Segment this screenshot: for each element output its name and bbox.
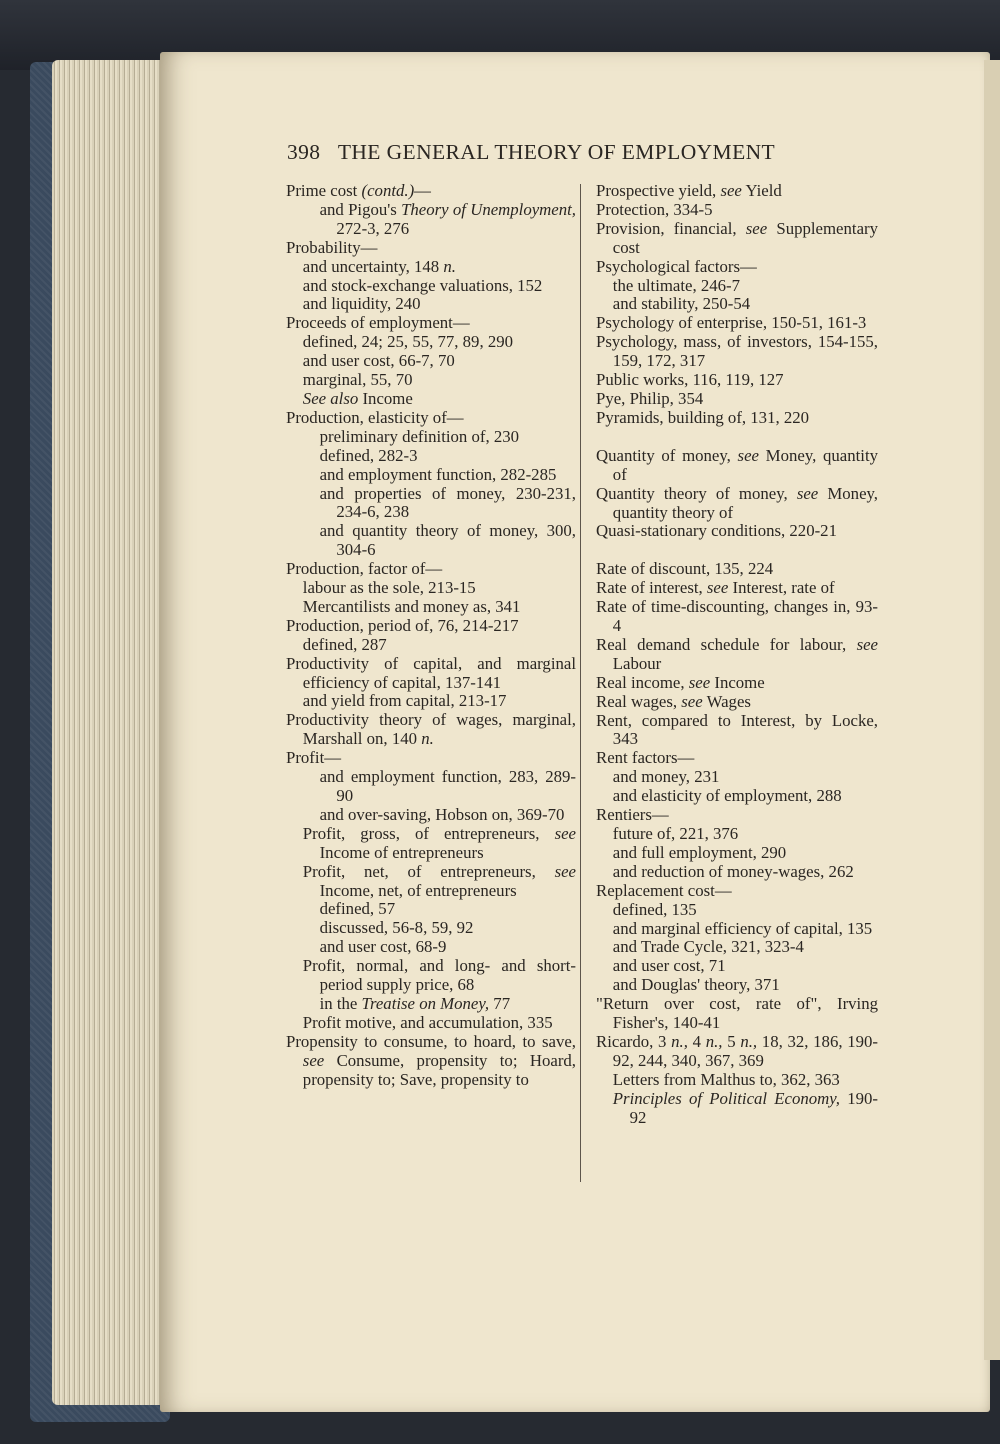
index-entry: [286, 295, 576, 314]
entry-text: Income, net, of entrepreneurs: [319, 880, 517, 900]
entry-text: n.,: [671, 1031, 688, 1051]
entry-text: "Return over cost, rate of", Irving Fisher's, 140-41: [596, 994, 878, 1033]
column-divider: [580, 184, 581, 1182]
entry-text: Probability—: [286, 237, 378, 257]
entry-text: Profit, net, of entrepreneurs,: [302, 861, 555, 881]
page-edges: [52, 60, 172, 1405]
index-entry: [596, 522, 878, 541]
index-entry: [596, 712, 878, 750]
entry-text: Production, factor of—: [286, 559, 443, 579]
entry-text: Pye, Philip, 354: [596, 388, 704, 408]
index-entry: [286, 277, 576, 296]
entry-text: and stock-exchange valuations, 152: [302, 275, 543, 295]
entry-text: Rate of discount, 135, 224: [596, 559, 774, 579]
entry-text: Money, quantity theory of: [612, 483, 879, 522]
entry-text: see: [796, 483, 819, 503]
index-entry: [596, 901, 878, 920]
entry-text: see: [706, 578, 729, 598]
entry-text: and marginal efficiency of capital, 135: [612, 918, 873, 938]
index-entry: [286, 957, 576, 995]
entry-text: see: [737, 445, 759, 465]
section-gap: [596, 541, 878, 560]
entry-text: Profit, gross, of entrepreneurs,: [302, 823, 555, 843]
entry-text: Production, period of, 76, 214-217: [286, 615, 519, 635]
index-entry: [286, 636, 576, 655]
index-entry: [596, 560, 878, 579]
entry-text: see: [856, 634, 878, 654]
entry-text: Principles of Political Economy,: [612, 1088, 840, 1108]
entry-text: Interest, rate of: [728, 578, 835, 598]
index-entry: [596, 768, 878, 787]
entry-text: Quantity theory of money,: [596, 483, 797, 503]
entry-text: Profit, normal, and long- and short-period supply price, 68: [302, 956, 576, 995]
index-entry: [286, 182, 576, 201]
entry-text: and user cost, 71: [612, 956, 726, 976]
entry-text: Ricardo, 3: [596, 1031, 672, 1051]
entry-text: see: [554, 823, 576, 843]
entry-text: and properties of money, 230-231, 234-6, 238: [319, 483, 576, 522]
entry-text: defined, 135: [612, 899, 697, 919]
entry-text: in the: [319, 993, 362, 1013]
index-entry: [286, 768, 576, 806]
entry-text: and quantity theory of money, 300, 304-6: [319, 521, 576, 560]
entry-text: 18, 32, 186, 190-92, 244, 340, 367, 369: [612, 1031, 878, 1070]
entry-text: Mercantilists and money as, 341: [302, 596, 521, 616]
index-entry: [286, 919, 576, 938]
entry-text: see: [745, 218, 768, 238]
entry-text: and user cost, 68-9: [319, 937, 447, 957]
index-entry: [596, 863, 878, 882]
index-entry: [286, 428, 576, 447]
entry-text: and yield from capital, 213-17: [302, 691, 507, 711]
index-entry: [286, 485, 576, 523]
entry-text: n.,: [740, 1031, 758, 1051]
index-entry: [596, 409, 878, 428]
index-entry: [286, 1033, 576, 1090]
entry-text: Profit—: [286, 748, 342, 768]
index-entry: [286, 711, 576, 749]
entry-text: Rent factors—: [596, 748, 695, 768]
index-entry: [596, 1090, 878, 1128]
index-entry: [596, 938, 878, 957]
index-entry: [286, 863, 576, 901]
index-entry: [596, 598, 878, 636]
entry-text: Quantity of money,: [596, 445, 738, 465]
entry-text: Production, elasticity of—: [286, 407, 464, 427]
index-entry: [286, 371, 576, 390]
entry-text: and liquidity, 240: [302, 294, 421, 314]
entry-text: Proceeds of employment—: [286, 313, 470, 333]
index-entry: [596, 844, 878, 863]
entry-text: Supplementary cost: [612, 218, 878, 257]
entry-text: Income: [358, 388, 413, 408]
index-entry: [286, 749, 576, 768]
index-entry: [596, 957, 878, 976]
entry-text: and full employment, 290: [612, 842, 787, 862]
running-head: THE GENERAL THEORY OF EMPLOYMENT: [337, 140, 776, 164]
entry-text: Psychology of enterprise, 150-51, 161-3: [596, 313, 867, 333]
entry-text: Real wages,: [596, 691, 682, 711]
entry-text: 5: [722, 1031, 741, 1051]
entry-text: —: [414, 181, 431, 200]
entry-text: and Pigou's: [319, 199, 402, 219]
index-entry: [286, 938, 576, 957]
entry-text: Pyramids, building of, 131, 220: [596, 407, 810, 427]
entry-text: n.: [443, 256, 456, 276]
facing-page-edge: [984, 60, 1000, 1360]
index-entry: [286, 258, 576, 277]
entry-text: and uncertainty, 148: [302, 256, 444, 276]
entry-text: Prime cost: [286, 181, 362, 200]
entry-text: and employment function, 282-285: [319, 464, 557, 484]
index-entry: [286, 333, 576, 352]
index-entry: [596, 1071, 878, 1090]
index-entry: [286, 314, 576, 333]
entry-text: Prospective yield,: [596, 181, 721, 200]
index-entry: [596, 295, 878, 314]
entry-text: Productivity of capital, and marginal efficiency of capital, 137-141: [286, 653, 576, 692]
entry-text: Psychological factors—: [596, 256, 757, 276]
entry-text: defined, 282-3: [319, 445, 418, 465]
index-column-left: [286, 182, 576, 1090]
index-entry: [286, 617, 576, 636]
index-entry: [286, 825, 576, 863]
index-entry: [286, 239, 576, 258]
entry-text: Protection, 334-5: [596, 199, 713, 219]
index-entry: [286, 995, 576, 1014]
entry-text: and user cost, 66-7, 70: [302, 351, 455, 371]
entry-text: Consume, propensity to; Hoard, propensity to; Save, propensity to: [302, 1050, 576, 1089]
index-entry: [596, 579, 878, 598]
index-entry: [286, 692, 576, 711]
entry-text: see: [302, 1050, 325, 1070]
index-entry: [286, 1014, 576, 1033]
entry-text: 272-3, 276: [336, 218, 410, 238]
index-entry: [286, 390, 576, 409]
index-entry: [596, 995, 878, 1033]
index-entry: [596, 882, 878, 901]
entry-text: Provision, financial,: [596, 218, 746, 238]
entry-text: future of, 221, 376: [612, 824, 739, 843]
entry-text: and reduction of money-wages, 262: [612, 861, 854, 881]
entry-text: Rent, compared to Interest, by Locke, 343: [596, 710, 878, 749]
entry-text: 190-92: [629, 1088, 878, 1127]
entry-text: see: [554, 861, 576, 881]
index-entry: [596, 636, 878, 674]
entry-text: Rentiers—: [596, 805, 669, 825]
entry-text: marginal, 55, 70: [302, 370, 413, 390]
entry-text: and over-saving, Hobson on, 369-70: [319, 804, 565, 824]
index-entry: [286, 447, 576, 466]
index-entry: [286, 352, 576, 371]
entry-text: Rate of time-discounting, changes in, 93-4: [596, 597, 878, 636]
entry-text: (contd.): [361, 181, 415, 200]
index-entry: [596, 447, 878, 485]
entry-text: Theory of Unemployment,: [401, 199, 576, 219]
entry-text: n.,: [705, 1031, 723, 1051]
entry-text: and employment function, 283, 289-90: [319, 767, 576, 805]
index-entry: [286, 598, 576, 617]
index-entry: [596, 371, 878, 390]
entry-text: and Trade Cycle, 321, 323-4: [612, 937, 804, 957]
entry-text: Treatise on Money,: [361, 993, 490, 1013]
page-number: 398: [287, 140, 321, 164]
index-entry: [596, 333, 878, 371]
entry-text: Profit motive, and accumulation, 335: [302, 1012, 553, 1032]
entry-text: 77: [489, 993, 511, 1013]
entry-text: Real income,: [596, 672, 689, 692]
index-entry: [286, 560, 576, 579]
entry-text: and money, 231: [612, 767, 720, 787]
section-gap: [596, 428, 878, 447]
index-entry: [286, 201, 576, 239]
entry-text: defined, 287: [302, 634, 387, 654]
entry-text: discussed, 56-8, 59, 92: [319, 918, 474, 938]
index-column-right: [596, 182, 878, 1128]
entry-text: preliminary definition of, 230: [319, 426, 520, 446]
entry-text: and Douglas' theory, 371: [612, 975, 780, 995]
entry-text: Productivity theory of wages, marginal, Marshall on, 140: [286, 710, 576, 749]
index-entry: [596, 1033, 878, 1071]
index-entry: [596, 976, 878, 995]
entry-text: Public works, 116, 119, 127: [596, 370, 784, 390]
index-entry: [286, 806, 576, 825]
index-entry: [596, 787, 878, 806]
entry-text: n.: [421, 729, 434, 749]
entry-text: Real demand schedule for labour,: [596, 634, 857, 654]
entry-text: Money, quantity of: [612, 445, 878, 484]
index-entry: [286, 900, 576, 919]
entry-text: Income of entrepreneurs: [319, 842, 484, 862]
entry-text: and stability, 250-54: [612, 294, 751, 314]
entry-text: see: [681, 691, 703, 711]
index-entry: [596, 825, 878, 844]
entry-text: Yield: [741, 181, 782, 200]
index-entry: [596, 693, 878, 712]
index-entry: [286, 655, 576, 693]
entry-text: See also: [302, 388, 359, 408]
index-entry: [596, 806, 878, 825]
entry-text: labour as the sole, 213-15: [302, 578, 476, 598]
index-entry: [286, 466, 576, 485]
index-entry: [596, 277, 878, 296]
index-entry: [596, 390, 878, 409]
index-entry: [286, 579, 576, 598]
index-entry: [596, 220, 878, 258]
entry-text: see: [720, 181, 742, 200]
entry-text: Rate of interest,: [596, 578, 707, 598]
entry-text: Income: [710, 672, 765, 692]
index-entry: [596, 485, 878, 523]
entry-text: Quasi-stationary conditions, 220-21: [596, 521, 837, 541]
entry-text: and elasticity of employment, 288: [612, 786, 842, 806]
entry-text: Letters from Malthus to, 362, 363: [612, 1069, 840, 1089]
page-header: [287, 140, 847, 165]
index-entry: [596, 201, 878, 220]
entry-text: Replacement cost—: [596, 880, 732, 900]
entry-text: defined, 57: [319, 899, 396, 919]
entry-text: 4: [687, 1031, 706, 1051]
index-entry: [596, 258, 878, 277]
entry-text: Propensity to consume, to hoard, to save,: [286, 1031, 576, 1051]
entry-text: defined, 24; 25, 55, 77, 89, 290: [302, 332, 514, 352]
index-entry: [286, 409, 576, 428]
index-entry: [596, 920, 878, 939]
index-entry: [596, 674, 878, 693]
index-entry: [596, 314, 878, 333]
entry-text: see: [688, 672, 711, 692]
entry-text: Psychology, mass, of investors, 154-155, 159, 172, 317: [596, 332, 878, 371]
entry-text: the ultimate, 246-7: [612, 275, 741, 295]
index-entry: [286, 522, 576, 560]
entry-text: Wages: [702, 691, 751, 711]
index-entry: [596, 182, 878, 201]
entry-text: Labour: [612, 653, 662, 673]
index-entry: [596, 749, 878, 768]
